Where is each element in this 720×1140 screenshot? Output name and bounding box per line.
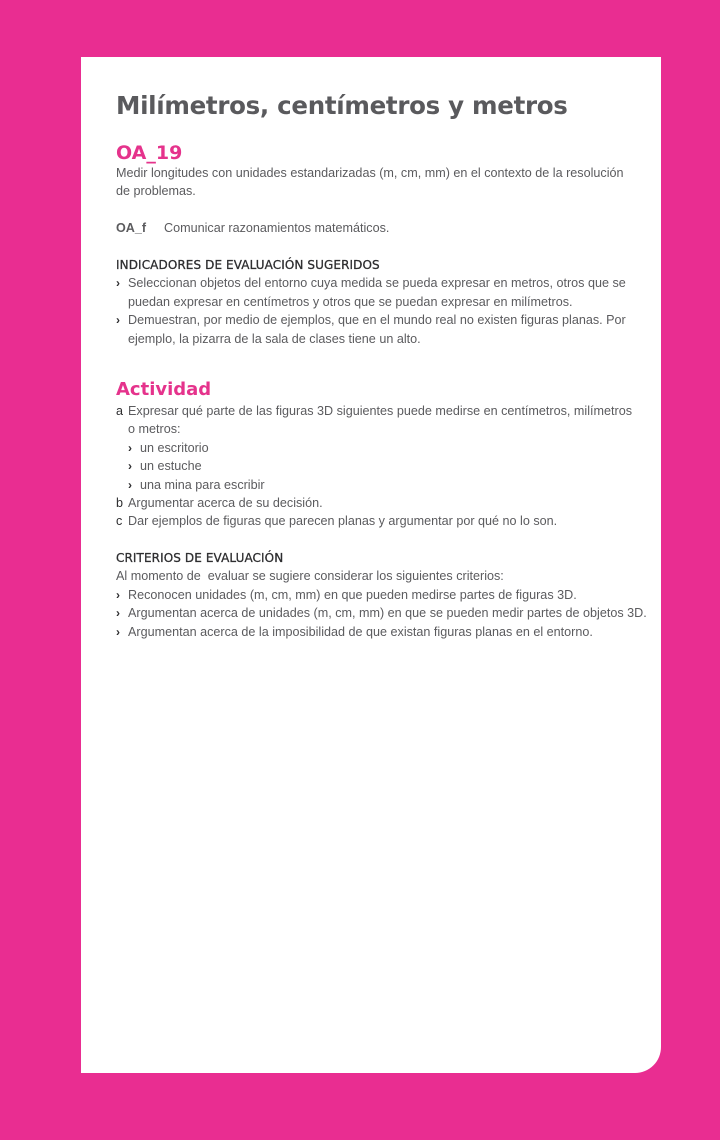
list-item xyxy=(128,457,636,475)
item-letter: b xyxy=(116,496,124,511)
oa-f-line xyxy=(116,219,389,237)
criterio-text: Argumentan acerca de unidades (m, cm, mm) en que se pueden medir partes de objetos 3D. xyxy=(128,606,647,621)
list-item xyxy=(128,439,636,457)
objective-code: OA_19 xyxy=(116,142,183,164)
chevron-right-icon: › xyxy=(128,440,132,455)
item-letter: a xyxy=(116,404,124,418)
criterio-text: Reconocen unidades (m, cm, mm) en que pueden medirse partes de figuras 3D. xyxy=(128,587,577,602)
chevron-right-icon: › xyxy=(128,477,132,492)
criterios-heading: CRITERIOS DE EVALUACIÓN xyxy=(116,551,284,565)
oa-f-description: Comunicar razonamientos matemáticos. xyxy=(164,221,390,235)
actividad-sub-list xyxy=(128,439,636,494)
list-item xyxy=(116,604,646,622)
chevron-right-icon: › xyxy=(116,587,120,602)
sub-item-text: un estuche xyxy=(140,459,202,474)
criterios-intro: Al momento de evaluar se sugiere considerar los siguientes criterios: xyxy=(116,569,504,584)
chevron-right-icon: › xyxy=(116,624,120,639)
list-item xyxy=(128,476,636,494)
objective-description: Medir longitudes con unidades estandarizadas (m, cm, mm) en el contexto de la resolución de problemas. xyxy=(116,166,624,199)
indicadores-list xyxy=(116,274,636,348)
criterios-list xyxy=(116,586,646,641)
chevron-right-icon: › xyxy=(116,606,120,621)
list-item xyxy=(116,586,646,604)
list-item xyxy=(116,623,646,641)
sub-item-text: un escritorio xyxy=(140,440,209,455)
page-title: Milímetros, centímetros y metros xyxy=(116,91,568,120)
chevron-right-icon: › xyxy=(116,276,120,291)
actividad-item-a xyxy=(116,402,636,494)
sub-item-text: una mina para escribir xyxy=(140,477,265,492)
item-text: Dar ejemplos de figuras que parecen planas y argumentar por qué no lo son. xyxy=(128,514,558,529)
criterios-section xyxy=(116,549,646,641)
chevron-right-icon: › xyxy=(116,313,120,328)
indicadores-heading: INDICADORES DE EVALUACIÓN SUGERIDOS xyxy=(116,258,380,272)
indicador-text: Seleccionan objetos del entorno cuya medida se pueda expresar en metros, otros que se puedan expresar en centímetros y otros que se puedan expresar en milímetros. xyxy=(128,276,626,309)
actividad-item-c xyxy=(116,512,636,530)
indicadores-section xyxy=(116,256,636,348)
item-text: Argumentar acerca de su decisión. xyxy=(128,496,323,511)
criterio-text: Argumentan acerca de la imposibilidad de que existan figuras planas en el entorno. xyxy=(128,624,593,639)
indicador-text: Demuestran, por medio de ejemplos, que en el mundo real no existen figuras planas. Por ejemplo, la pizarra de la sala de clases tiene un alto. xyxy=(128,313,626,346)
oa-f-code: OA_f xyxy=(116,221,147,235)
lesson-card xyxy=(81,57,661,1073)
actividad-section xyxy=(116,379,636,531)
actividad-heading: Actividad xyxy=(116,379,212,400)
list-item xyxy=(116,311,636,348)
actividad-item-b xyxy=(116,494,636,512)
item-text: Expresar qué parte de las figuras 3D siguientes puede medirse en centímetros, milímetros o metros: xyxy=(128,404,632,437)
list-item xyxy=(116,274,636,311)
chevron-right-icon: › xyxy=(128,459,132,474)
item-letter: c xyxy=(116,514,123,529)
